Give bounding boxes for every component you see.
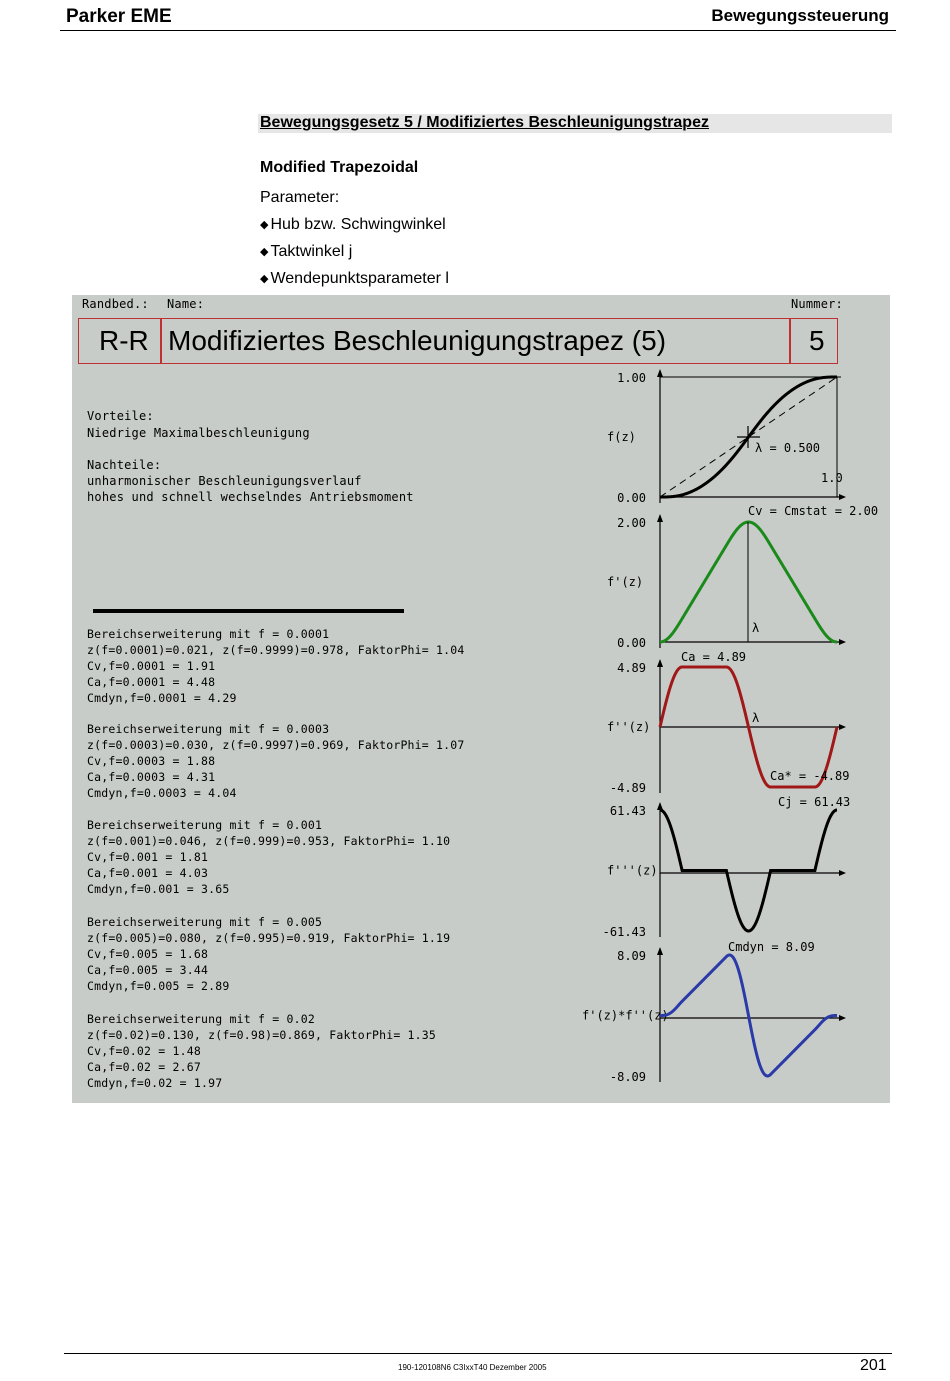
extension-line: z(f=0.001)=0.046, z(f=0.999)=0.953, FaktorPhi= 1.10 xyxy=(87,834,451,848)
vorteile-item: Niedrige Maximalbeschleunigung xyxy=(87,426,310,440)
lambda-marker: λ xyxy=(752,711,760,725)
ca-min-annotation: Ca* = -4.89 xyxy=(770,769,850,783)
parameter-item xyxy=(260,216,446,234)
nachteile-title: Nachteile: xyxy=(87,458,162,472)
y-tick-bottom-label: -4.89 xyxy=(609,781,646,795)
name-value: Modifiziertes Beschleunigungstrapez (5) xyxy=(168,325,667,356)
y-tick-bottom-label: -61.43 xyxy=(602,925,646,939)
extension-line: Ca,f=0.0001 = 4.48 xyxy=(87,675,216,689)
y-tick-top-label: 2.00 xyxy=(617,516,646,530)
section-title: Bewegungsgesetz 5 / Modifiziertes Beschleunigungstrapez xyxy=(260,114,709,131)
randbed-value: R-R xyxy=(99,325,149,356)
extension-line: z(f=0.005)=0.080, z(f=0.995)=0.919, FaktorPhi= 1.19 xyxy=(87,931,451,945)
extension-line: Cmdyn,f=0.0003 = 4.04 xyxy=(87,786,237,800)
extension-title: Bereichserweiterung mit f = 0.005 xyxy=(87,915,323,929)
parameter-label: Parameter: xyxy=(260,189,340,206)
extension-line: z(f=0.0003)=0.030, z(f=0.9997)=0.969, FaktorPhi= 1.07 xyxy=(87,738,465,752)
axis-arrow-icon xyxy=(839,1015,846,1021)
nachteile-item: hohes und schnell wechselndes Antriebsmoment xyxy=(87,490,414,504)
y-tick-top-label: 1.00 xyxy=(617,371,646,385)
randbed-label: Randbed.: xyxy=(82,297,149,311)
parameter-item xyxy=(260,270,449,288)
y-tick-top-label: 8.09 xyxy=(617,949,646,963)
extension-line: Ca,f=0.001 = 4.03 xyxy=(87,866,209,880)
header-rule xyxy=(60,30,896,31)
extension-line: Cmdyn,f=0.0001 = 4.29 xyxy=(87,691,237,705)
charts-svg xyxy=(72,295,890,1103)
axis-arrow-icon xyxy=(657,369,663,377)
extension-line: Cv,f=0.0003 = 1.88 xyxy=(87,754,216,768)
diamond-bullet-icon: ◆ xyxy=(260,219,269,231)
extension-title: Bereichserweiterung mit f = 0.0001 xyxy=(87,627,330,641)
nummer-value: 5 xyxy=(809,325,825,356)
y-axis-label: f'''(z) xyxy=(607,863,658,878)
diamond-bullet-icon: ◆ xyxy=(260,273,269,285)
name-label: Name: xyxy=(167,297,205,311)
motion-law-panel xyxy=(72,295,890,1103)
lambda-marker: λ xyxy=(752,621,760,635)
axis-arrow-icon xyxy=(839,639,846,645)
y-axis-label: f''(z) xyxy=(607,720,651,734)
extension-line: Cmdyn,f=0.005 = 2.89 xyxy=(87,979,230,993)
cj-annotation: Cj = 61.43 xyxy=(778,795,851,809)
extension-line: z(f=0.0001)=0.021, z(f=0.9999)=0.978, FaktorPhi= 1.04 xyxy=(87,643,465,657)
header-company: Parker EME xyxy=(66,6,172,27)
parameter-text: Hub bzw. Schwingwinkel xyxy=(270,216,446,233)
extension-line: Cv,f=0.0001 = 1.91 xyxy=(87,659,216,673)
axis-arrow-icon xyxy=(657,947,663,955)
header-section: Bewegungssteuerung xyxy=(711,6,889,25)
y-axis-label: f'(z) xyxy=(607,575,644,589)
y-tick-bottom-label: 0.00 xyxy=(617,636,646,650)
y-axis-label: f(z) xyxy=(607,430,636,444)
series-line xyxy=(660,955,837,1076)
extension-line: Cv,f=0.001 = 1.81 xyxy=(87,850,209,864)
x-tick-right-label: 1.0 xyxy=(821,471,843,485)
extension-line: Ca,f=0.0003 = 4.31 xyxy=(87,770,216,784)
cv-annotation: Cv = Cmstat = 2.00 xyxy=(748,504,879,518)
axis-arrow-icon xyxy=(657,514,663,522)
extension-title: Bereichserweiterung mit f = 0.0003 xyxy=(87,722,330,736)
extension-line: z(f=0.02)=0.130, z(f=0.98)=0.869, FaktorPhi= 1.35 xyxy=(87,1028,437,1042)
extension-line: Cmdyn,f=0.02 = 1.97 xyxy=(87,1076,223,1090)
page-number: 201 xyxy=(860,1357,887,1374)
axis-arrow-icon xyxy=(839,724,846,730)
extension-line: Cv,f=0.005 = 1.68 xyxy=(87,947,209,961)
nummer-label: Nummer: xyxy=(791,297,843,311)
footer-text: 190-120108N6 C3IxxT40 Dezember 2005 xyxy=(398,1363,547,1372)
cmdyn-annotation: Cmdyn = 8.09 xyxy=(728,940,815,954)
footer-rule xyxy=(64,1353,892,1354)
extension-line: Cmdyn,f=0.001 = 3.65 xyxy=(87,882,230,896)
extension-line: Ca,f=0.005 = 3.44 xyxy=(87,963,209,977)
y-axis-label: f'(z)*f''(z) xyxy=(582,1008,669,1023)
axis-arrow-icon xyxy=(839,870,846,876)
extension-line: Ca,f=0.02 = 2.67 xyxy=(87,1060,201,1074)
diamond-bullet-icon: ◆ xyxy=(260,246,269,258)
extension-title: Bereichserweiterung mit f = 0.02 xyxy=(87,1012,315,1026)
axis-arrow-icon xyxy=(657,802,663,810)
nachteile-item: unharmonischer Beschleunigungsverlauf xyxy=(87,474,362,488)
extension-line: Cv,f=0.02 = 1.48 xyxy=(87,1044,201,1058)
ca-annotation: Ca = 4.89 xyxy=(681,650,747,664)
parameter-text: Wendepunktsparameter l xyxy=(270,270,449,287)
y-tick-bottom-label: 0.00 xyxy=(617,491,646,505)
y-tick-bottom-label: -8.09 xyxy=(609,1070,646,1084)
axis-arrow-icon xyxy=(839,494,846,500)
axis-arrow-icon xyxy=(657,659,663,667)
lambda-annotation: λ = 0.500 xyxy=(755,441,821,455)
parameter-item xyxy=(260,243,352,261)
subtitle: Modified Trapezoidal xyxy=(260,159,419,176)
y-tick-top-label: 4.89 xyxy=(617,661,646,675)
extension-title: Bereichserweiterung mit f = 0.001 xyxy=(87,818,323,832)
parameter-text: Taktwinkel j xyxy=(270,243,353,260)
y-tick-top-label: 61.43 xyxy=(609,804,646,818)
series-line xyxy=(660,810,837,931)
vorteile-title: Vorteile: xyxy=(87,409,154,423)
